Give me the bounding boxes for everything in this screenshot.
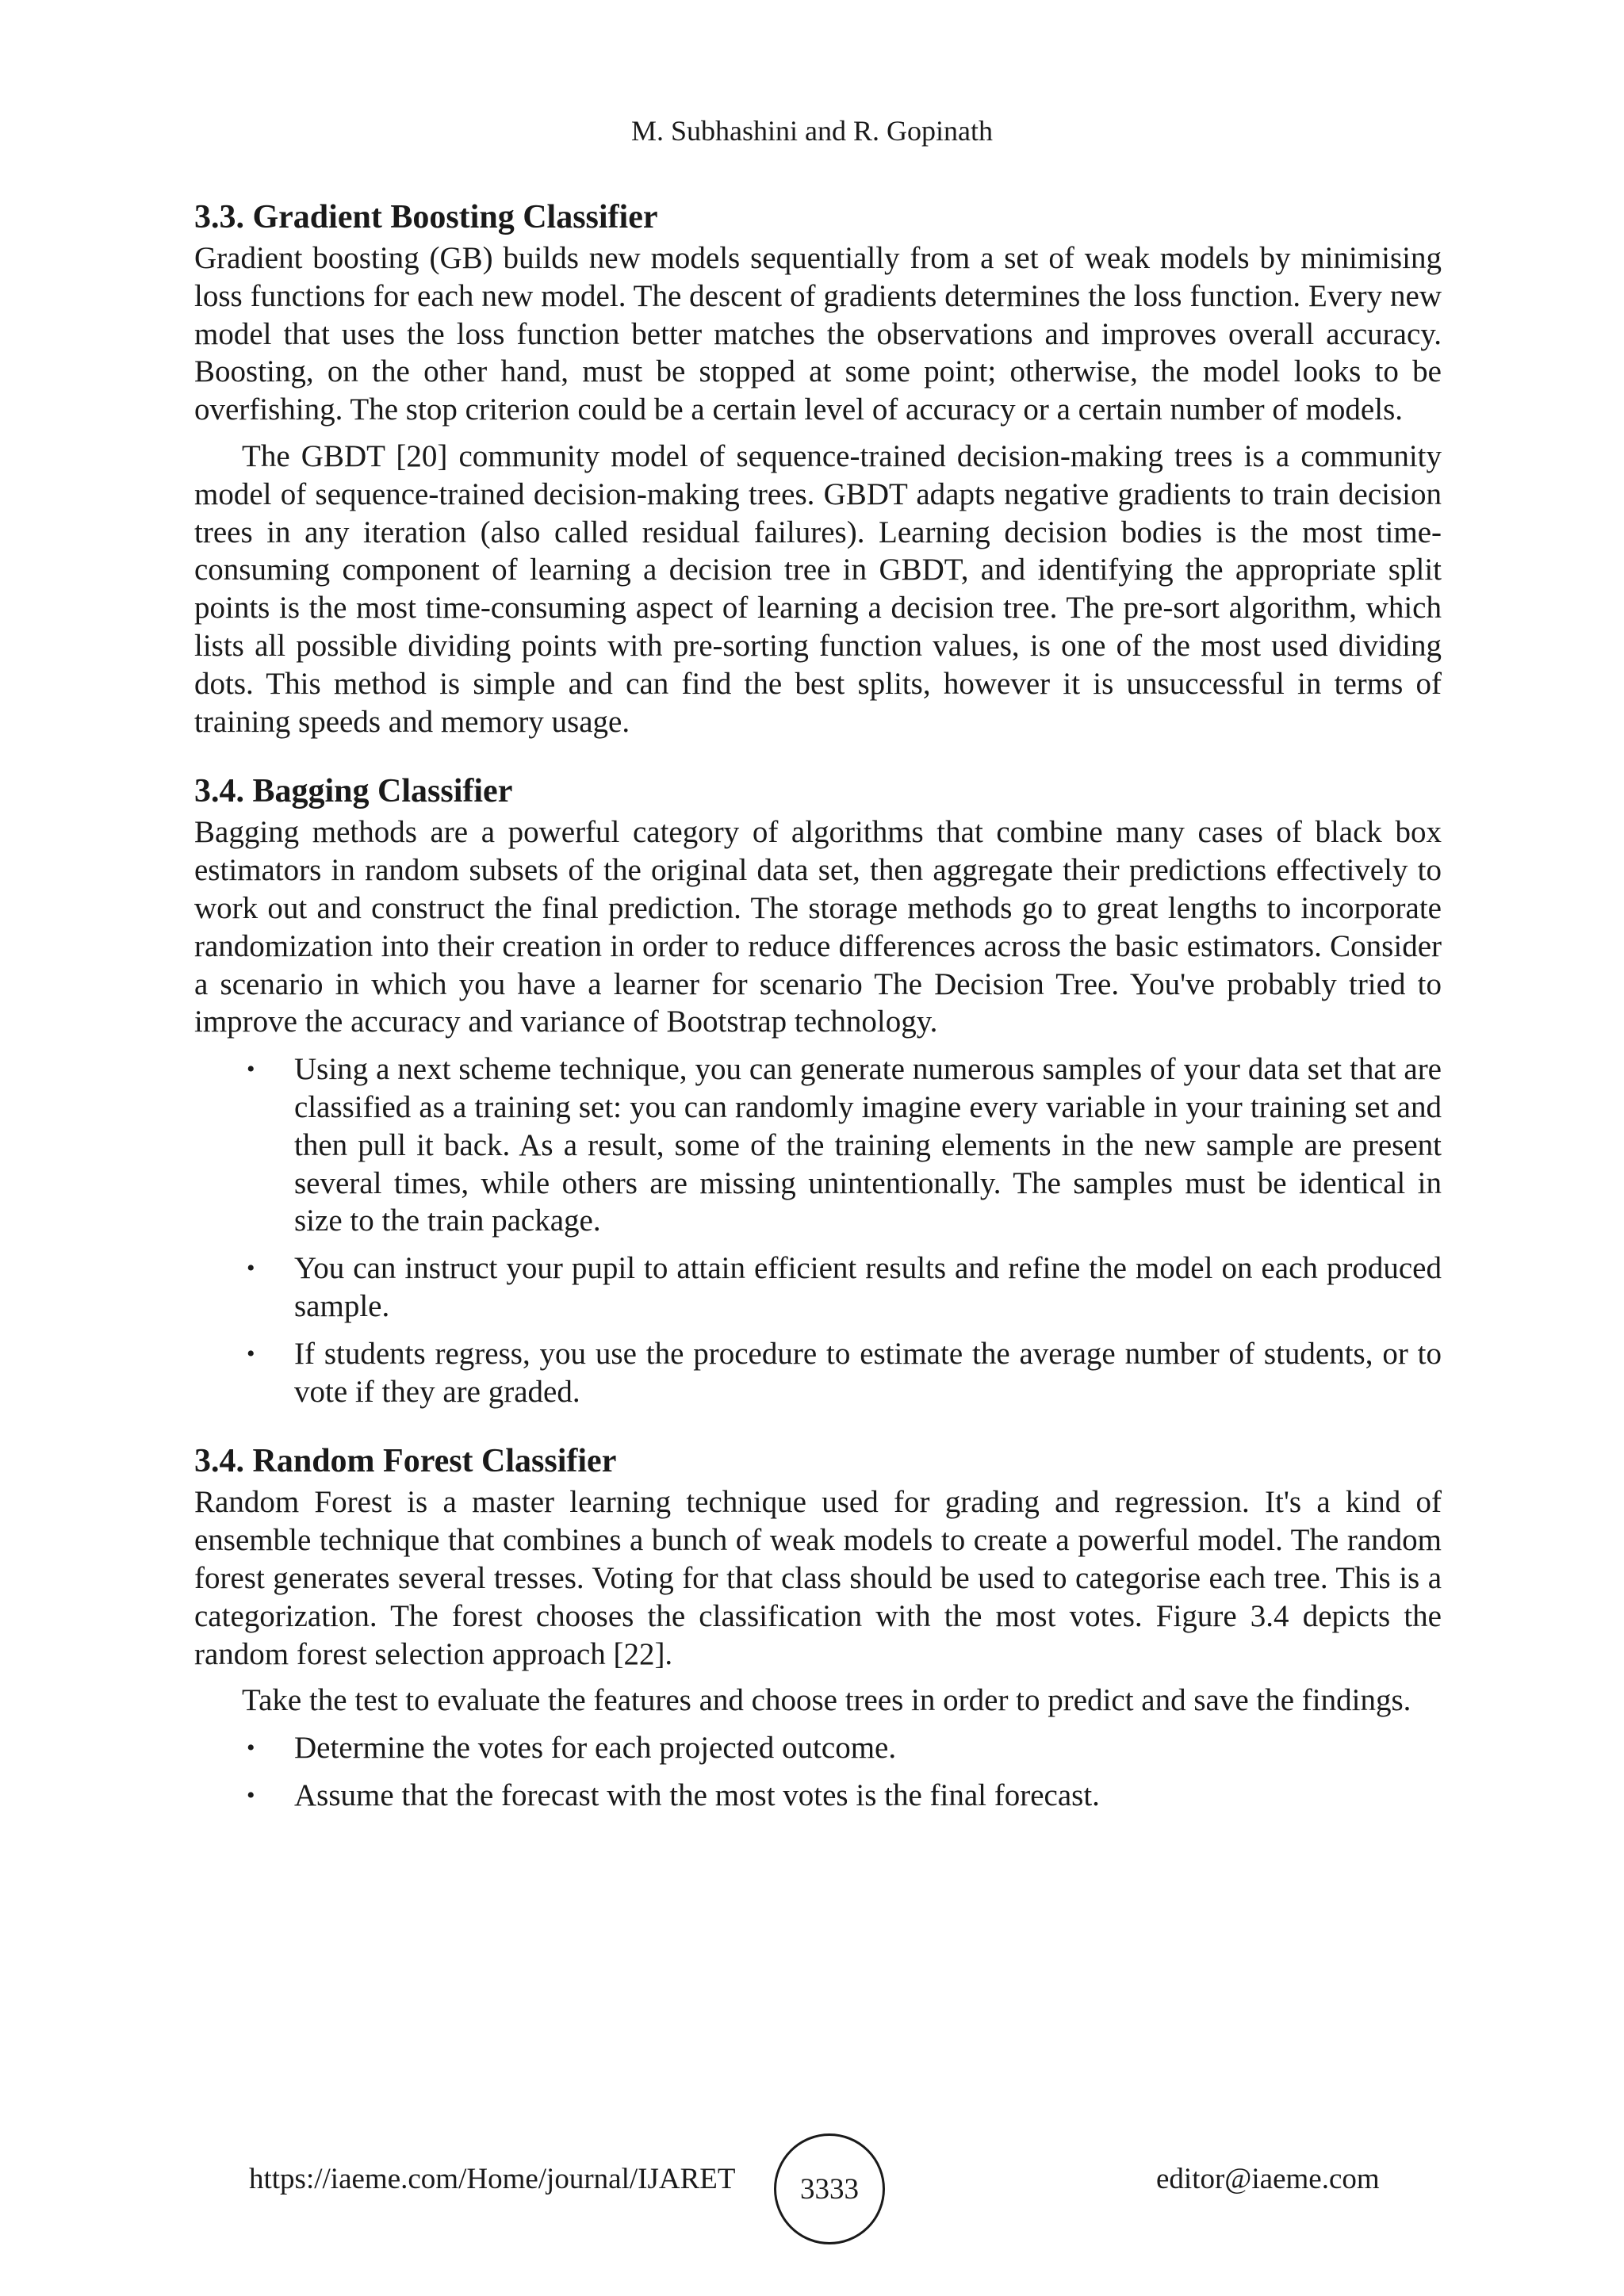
bagging-paragraph-1: Bagging methods are a powerful category of algorithms that combine many cases of black box estimators in random subsets of the original data set, then aggregate their predictions effectively to work out and construct the final prediction. The storage methods go to great lengths to incorporate randomization into their creation in order to reduce differences across the basic estimators. Consider a scenario in which you have a learner for scenario The Decision Tree. You've probably tried to improve the accuracy and variance of Bootstrap technology. <box>194 815 1442 1039</box>
random-forest-paragraph-1: Random Forest is a master learning technique used for grading and regression. It's a kind of ensemble technique that combines a bunch of weak models to create a powerful model. The random forest generates several tresses. Voting for that class should be used to categorise each tree. This is a categorization. The forest chooses the classification with the most votes. Figure 3.4 depicts the random forest selection approach [22]. <box>194 1485 1442 1671</box>
gradient-boosting-paragraph-2: The GBDT [20] community model of sequence-trained decision-making trees is a community model of sequence-trained decision-making trees. GBDT adapts negative gradients to train decision trees in any iteration (also called residual failures). Learning decision bodies is the most time-consuming component of learning a decision tree in GBDT, and identifying the appropriate split points is the most time-consuming aspect of learning a decision tree. The pre-sort algorithm, which lists all possible dividing points with pre-sorting function values, is one of the most used dividing dots. This method is simple and can find the best splits, however it is unsuccessful in terms of training speeds and memory usage. <box>194 438 1442 739</box>
section-heading-gradient-boosting: 3.3. Gradient Boosting Classifier <box>194 199 658 235</box>
footer-journal-link[interactable]: https://iaeme.com/Home/journal/IJARET <box>249 2163 736 2195</box>
bagging-bullet-text: If students regress, you use the procedure to estimate the average number of students, or to vote if they are graded. <box>294 1336 1442 1409</box>
gradient-boosting-paragraph-1: Gradient boosting (GB) builds new models sequentially from a set of weak models by minimising loss functions for each new model. The descent of gradients determines the loss function. Every new model that uses the loss function better matches the observations and improves overall accuracy. Boosting, on the other hand, must be stopped at some point; otherwise, the model looks to be overfishing. The stop criterion could be a certain level of accuracy or a certain number of models. <box>194 241 1442 427</box>
bullet-icon: • <box>247 1781 255 1808</box>
page-number: 3333 <box>800 2172 859 2206</box>
bullet-icon: • <box>247 1056 255 1083</box>
random-forest-paragraph-2: Take the test to evaluate the features and choose trees in order to predict and save the findings. <box>242 1683 1411 1718</box>
section-heading-random-forest: 3.4. Random Forest Classifier <box>194 1443 617 1480</box>
footer-email-link[interactable]: editor@iaeme.com <box>1156 2163 1380 2195</box>
bullet-icon: • <box>247 1340 255 1367</box>
bullet-icon: • <box>247 1735 255 1762</box>
bullet-icon: • <box>247 1255 255 1282</box>
page-number-badge <box>774 2133 885 2244</box>
random-forest-bullet-list <box>194 1729 1442 1815</box>
main-content <box>194 195 1442 1815</box>
running-header: M. Subhashini and R. Gopinath <box>631 115 993 147</box>
section-heading-bagging: 3.4. Bagging Classifier <box>194 773 513 810</box>
bagging-bullet-item <box>194 1335 1442 1411</box>
random-forest-bullet-text: Assume that the forecast with the most votes is the final forecast. <box>294 1777 1100 1812</box>
page-footer <box>0 2133 1624 2229</box>
random-forest-bullet-item <box>194 1729 1442 1767</box>
bagging-bullet-item <box>194 1249 1442 1326</box>
bagging-bullet-item <box>194 1050 1442 1240</box>
random-forest-bullet-text: Determine the votes for each projected outcome. <box>294 1731 897 1766</box>
bagging-bullet-list <box>194 1050 1442 1410</box>
bagging-bullet-text: Using a next scheme technique, you can generate numerous samples of your data set that are classified as a training set: you can randomly imagine every variable in your training set and then pull it back. As a result, some of the training elements in the new sample are present several times, while others are missing unintentionally. The samples must be identical in size to the train package. <box>294 1052 1442 1238</box>
bagging-bullet-text: You can instruct your pupil to attain efficient results and refine the model on each produced sample. <box>294 1251 1442 1323</box>
random-forest-bullet-item <box>194 1777 1442 1815</box>
